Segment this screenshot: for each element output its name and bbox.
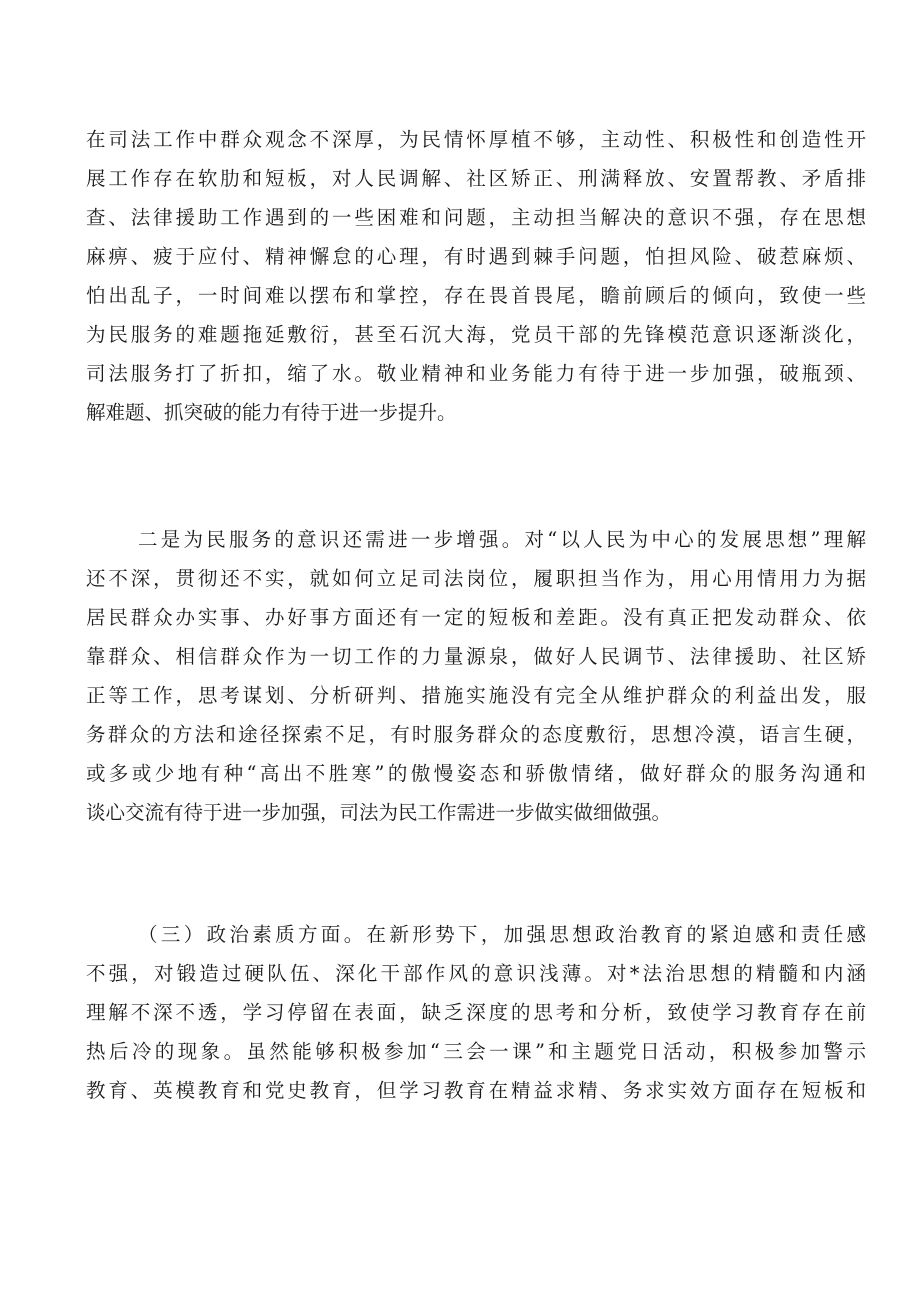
text-line: 司法服务打了折扣，缩了水。敬业精神和业务能力有待于进一步加强，破瓶颈、 — [86, 362, 866, 385]
text-line: 解难题、抓突破的能力有待于进一步提升。 — [86, 401, 457, 424]
text-line: 务群众的方法和途径探索不足，有时服务群众的态度敷衍，思想冷漠，语言生硬， — [86, 723, 866, 746]
text-line: 谈心交流有待于进一步加强，司法为民工作需进一步做实做细做强。 — [86, 801, 672, 824]
text-line: 麻痹、疲于应付、精神懈怠的心理，有时遇到棘手问题，怕担风险、破惹麻烦、 — [86, 245, 866, 268]
text-line: 理解不深不透，学习停留在表面，缺乏深度的思考和分析，致使学习教育存在前 — [86, 1001, 866, 1024]
text-line: （三）政治素质方面。在新形势下，加强思想政治教育的紧迫感和责任感 — [138, 923, 866, 946]
text-line: 靠群众、相信群众作为一切工作的力量源泉，做好人民调节、法律援助、社区矫 — [86, 645, 866, 668]
text-line: 怕出乱子，一时间难以摆布和掌控，存在畏首畏尾，瞻前顾后的倾向，致使一些 — [86, 284, 866, 307]
paragraph-3 — [86, 915, 866, 1110]
text-line: 展工作存在软肋和短板，对人民调解、社区矫正、刑满释放、安置帮教、矛盾排 — [86, 167, 866, 190]
text-line: 查、法律援助工作遇到的一些困难和问题，主动担当解决的意识不强，存在思想 — [86, 206, 866, 229]
text-line: 二是为民服务的意识还需进一步增强。对“以人民为中心的发展思想”理解 — [138, 528, 866, 551]
paragraph-1 — [86, 120, 866, 432]
text-line: 还不深，贯彻还不实，就如何立足司法岗位，履职担当作为，用心用情用力为据 — [86, 567, 866, 590]
text-line: 为民服务的难题拖延敷衍，甚至石沉大海，党员干部的先锋模范意识逐渐淡化， — [86, 323, 866, 346]
text-line: 居民群众办实事、办好事方面还有一定的短板和差距。没有真正把发动群众、依 — [86, 606, 866, 629]
text-line: 或多或少地有种“高出不胜寒”的傲慢姿态和骄傲情绪，做好群众的服务沟通和 — [86, 762, 866, 785]
text-line: 正等工作，思考谋划、分析研判、措施实施没有完全从维护群众的利益出发，服 — [86, 684, 866, 707]
paragraph-2 — [86, 520, 866, 832]
text-line: 教育、英模教育和党史教育，但学习教育在精益求精、务求实效方面存在短板和 — [86, 1079, 866, 1102]
text-line: 不强，对锻造过硬队伍、深化干部作风的意识浅薄。对*法治思想的精髓和内涵 — [86, 962, 866, 985]
text-line: 在司法工作中群众观念不深厚，为民情怀厚植不够，主动性、积极性和创造性开 — [86, 128, 866, 151]
text-line: 热后冷的现象。虽然能够积极参加“三会一课”和主题党日活动，积极参加警示 — [86, 1040, 866, 1063]
